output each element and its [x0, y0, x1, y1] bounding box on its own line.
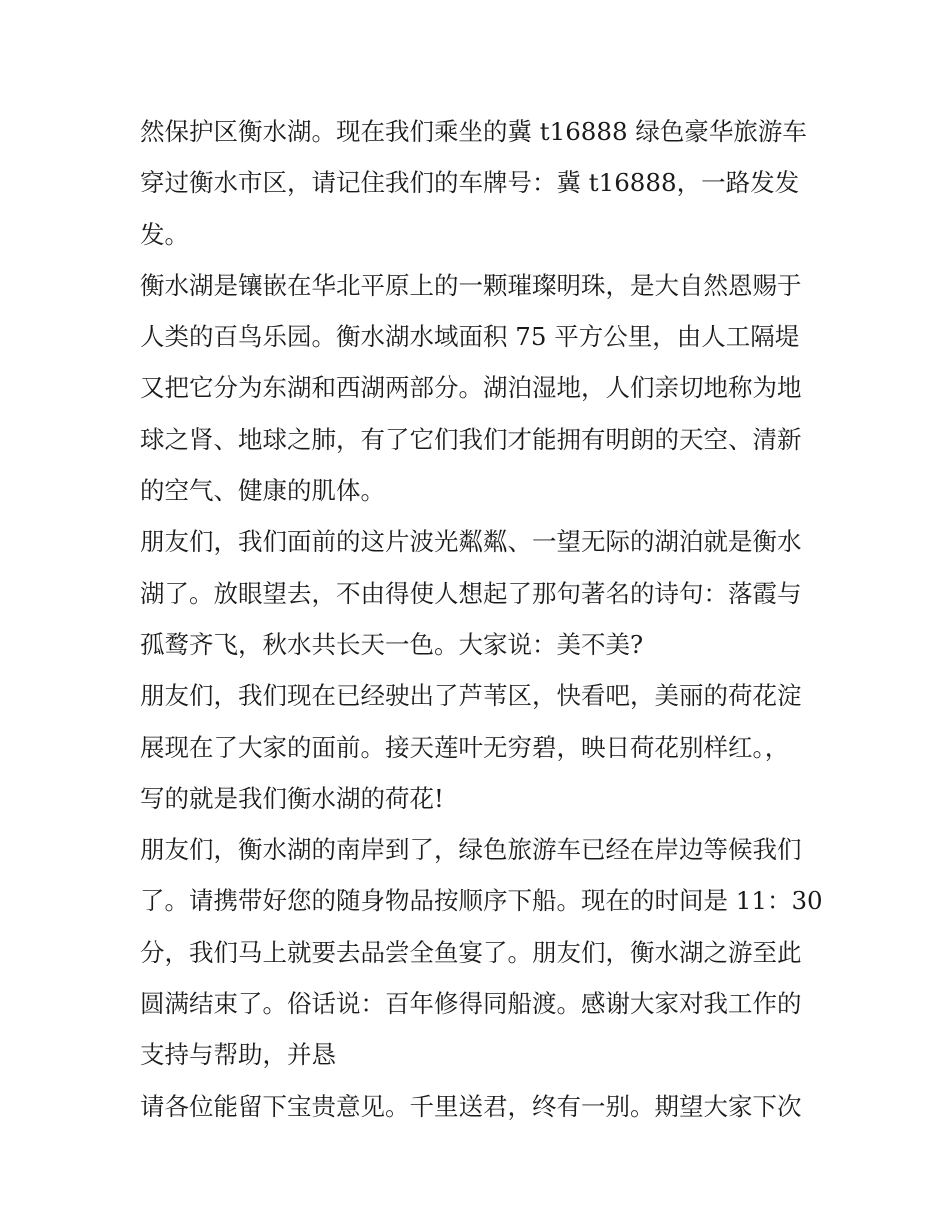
text-line: 朋友们，我们现在已经驶出了芦苇区，快看吧，美丽的荷花淀 — [140, 681, 802, 711]
paragraph-2 — [140, 260, 816, 516]
text-line: 又把它分为东湖和西湖两部分。湖泊湿地，人们亲切地称为地 — [140, 373, 802, 403]
text-line: 支持与帮助，并恳 — [140, 1040, 336, 1070]
text-line: 朋友们，我们面前的这片波光粼粼、一望无际的湖泊就是衡水 — [140, 527, 802, 557]
paragraph-1 — [140, 106, 816, 260]
paragraph-6 — [140, 1081, 816, 1132]
text-line: 展现在了大家的面前。接天莲叶无穷碧，映日荷花别样红。， — [140, 732, 790, 762]
text-line: 人类的百鸟乐园。衡水湖水域面积 75 平方公里，由人工隔堤 — [140, 322, 800, 352]
text-line: 然保护区衡水湖。现在我们乘坐的冀 t16888 绿色豪华旅游车 — [140, 117, 807, 146]
text-line: 的空气、健康的肌体。 — [140, 476, 385, 506]
text-line: 了。请携带好您的随身物品按顺序下船。现在的时间是 11：30 — [140, 886, 823, 916]
text-line: 写的就是我们衡水湖的荷花! — [140, 783, 444, 813]
paragraph-5 — [140, 824, 823, 1080]
text-line: 朋友们，衡水湖的南岸到了，绿色旅游车已经在岸边等候我们 — [140, 835, 802, 865]
text-line: 发。 — [140, 219, 189, 249]
text-line: 请各位能留下宝贵意见。千里送君，终有一别。期望大家下次 — [140, 1091, 802, 1121]
text-line: 圆满结束了。俗话说：百年修得同船渡。感谢大家对我工作的 — [140, 989, 802, 1019]
paragraph-3 — [140, 516, 816, 670]
text-line: 球之肾、地球之肺，有了它们我们才能拥有明朗的天空、清新 — [140, 424, 802, 454]
text-line: 孤鹜齐飞，秋水共长天一色。大家说：美不美? — [140, 629, 644, 659]
text-line: 湖了。放眼望去，不由得使人想起了那句著名的诗句：落霞与 — [140, 578, 802, 608]
text-line: 分，我们马上就要去品尝全鱼宴了。朋友们，衡水湖之游至此 — [140, 937, 802, 967]
document-body — [140, 106, 823, 1132]
text-line: 穿过衡水市区，请记住我们的车牌号：冀 t16888，一路发发 — [140, 168, 800, 198]
paragraph-4 — [140, 670, 816, 824]
text-line: 衡水湖是镶嵌在华北平原上的一颗璀璨明珠，是大自然恩赐于 — [140, 270, 802, 300]
